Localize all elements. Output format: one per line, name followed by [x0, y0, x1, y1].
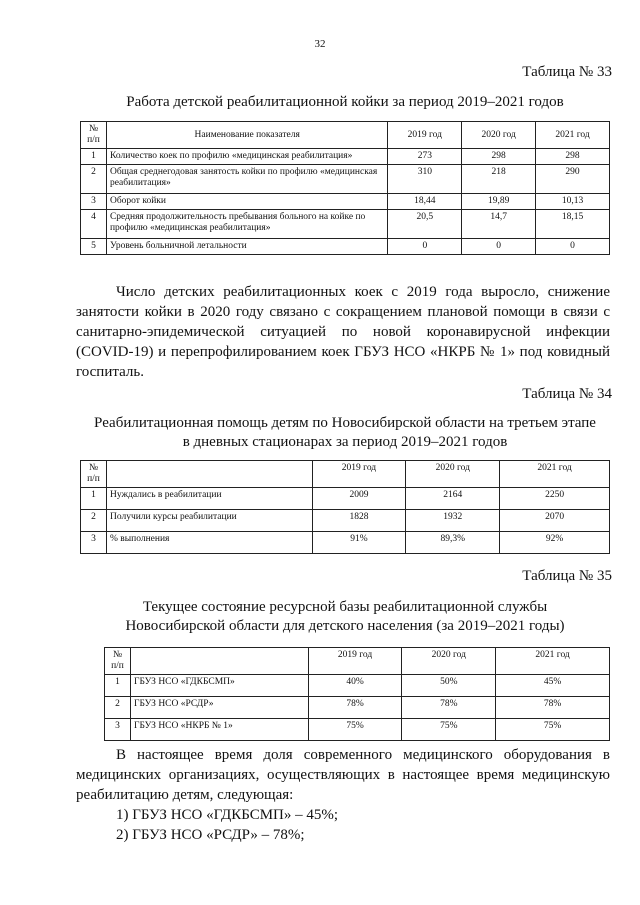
- value-2020: 78%: [402, 697, 496, 719]
- row-number: 1: [105, 675, 131, 697]
- table-row: [105, 719, 610, 741]
- table-header-row: [81, 122, 610, 149]
- organization-name: ГБУЗ НСО «НКРБ № 1»: [130, 719, 308, 741]
- value-2019: 310: [388, 165, 462, 194]
- value-2019: 20,5: [388, 210, 462, 239]
- table-row: [81, 165, 610, 194]
- header-cell: 2020 год: [462, 122, 536, 149]
- indicator-name: Нуждались в реабилитации: [106, 488, 312, 510]
- value-2021: 2250: [500, 488, 610, 510]
- row-number: 3: [105, 719, 131, 741]
- header-cell: № п/п: [81, 461, 107, 488]
- organization-name: ГБУЗ НСО «ГДКБСМП»: [130, 675, 308, 697]
- value-2020: 50%: [402, 675, 496, 697]
- value-2021: 0: [536, 239, 610, 255]
- value-2020: 0: [462, 239, 536, 255]
- row-number: 5: [81, 239, 107, 255]
- indicator-name: Получили курсы реабилитации: [106, 510, 312, 532]
- header-cell: 2019 год: [388, 122, 462, 149]
- value-2021: 298: [536, 149, 610, 165]
- value-2020: 75%: [402, 719, 496, 741]
- value-2021: 92%: [500, 532, 610, 554]
- value-2019: 273: [388, 149, 462, 165]
- value-2020: 14,7: [462, 210, 536, 239]
- header-cell: 2021 год: [496, 648, 610, 675]
- table-row: [105, 675, 610, 697]
- table33-label: Таблица № 33: [522, 64, 612, 80]
- table35-title: [80, 598, 610, 636]
- table35-title-line2: Новосибирской области для детского населения (за 2019–2021 годы): [125, 618, 565, 634]
- indicator-name: Количество коек по профилю «медицинская реабилитация»: [106, 149, 387, 165]
- value-2021: 45%: [496, 675, 610, 697]
- value-2021: 290: [536, 165, 610, 194]
- value-2019: 40%: [308, 675, 402, 697]
- table-row: [81, 488, 610, 510]
- table35-label: Таблица № 35: [522, 568, 612, 584]
- value-2019: 18,44: [388, 194, 462, 210]
- header-cell: 2020 год: [406, 461, 500, 488]
- row-number: 3: [81, 532, 107, 554]
- value-2020: 1932: [406, 510, 500, 532]
- table35-title-line1: Текущее состояние ресурсной базы реабилитационной службы: [142, 599, 548, 615]
- value-2019: 0: [388, 239, 462, 255]
- paragraph-equipment: [76, 745, 610, 845]
- table-row: [81, 210, 610, 239]
- value-2020: 2164: [406, 488, 500, 510]
- table34-title: [80, 414, 610, 452]
- value-2020: 89,3%: [406, 532, 500, 554]
- row-number: 2: [81, 510, 107, 532]
- table33: [80, 121, 610, 255]
- table34-title-line2: в дневных стационарах за период 2019–2021 годов: [182, 434, 508, 450]
- header-cell: 2021 год: [536, 122, 610, 149]
- list-item: 1) ГБУЗ НСО «ГДКБСМП» – 45%;: [116, 807, 339, 823]
- table34-title-line1: Реабилитационная помощь детям по Новосибирской области на третьем этапе: [94, 415, 596, 431]
- indicator-name: Общая среднегодовая занятость койки по профилю «медицинская реабилитация»: [106, 165, 387, 194]
- header-cell: 2021 год: [500, 461, 610, 488]
- table34: [80, 460, 610, 554]
- row-number: 3: [81, 194, 107, 210]
- header-cell: 2020 год: [402, 648, 496, 675]
- row-number: 1: [81, 488, 107, 510]
- value-2021: 10,13: [536, 194, 610, 210]
- table-row: [105, 697, 610, 719]
- indicator-name: Оборот койки: [106, 194, 387, 210]
- table-header-row: [81, 461, 610, 488]
- value-2020: 19,89: [462, 194, 536, 210]
- header-cell: 2019 год: [308, 648, 402, 675]
- row-number: 4: [81, 210, 107, 239]
- value-2020: 298: [462, 149, 536, 165]
- table-row: [81, 149, 610, 165]
- header-cell: № п/п: [105, 648, 131, 675]
- list-item: 2) ГБУЗ НСО «РСДР» – 78%;: [116, 827, 305, 843]
- indicator-name: Средняя продолжительность пребывания больного на койке по профилю «медицинская реабилитация»: [106, 210, 387, 239]
- table35: [104, 647, 610, 741]
- paragraph-bed-count: [76, 282, 610, 382]
- row-number: 2: [105, 697, 131, 719]
- row-number: 1: [81, 149, 107, 165]
- value-2021: 18,15: [536, 210, 610, 239]
- value-2019: 91%: [312, 532, 406, 554]
- table33-title: Работа детской реабилитационной койки за период 2019–2021 годов: [126, 94, 564, 110]
- header-cell: № п/п: [81, 122, 107, 149]
- value-2019: 78%: [308, 697, 402, 719]
- header-cell: [106, 461, 312, 488]
- indicator-name: % выполнения: [106, 532, 312, 554]
- table-row: [81, 239, 610, 255]
- header-cell: 2019 год: [312, 461, 406, 488]
- page-number: 32: [314, 38, 326, 50]
- value-2020: 218: [462, 165, 536, 194]
- value-2021: 75%: [496, 719, 610, 741]
- organization-name: ГБУЗ НСО «РСДР»: [130, 697, 308, 719]
- value-2019: 2009: [312, 488, 406, 510]
- table-row: [81, 510, 610, 532]
- table-header-row: [105, 648, 610, 675]
- header-cell: Наименование показателя: [106, 122, 387, 149]
- paragraph-text: Число детских реабилитационных коек с 2019 года выросло, снижение занятости койки в 2020 году связано с сокращением плановой помощи в связи с санитарно-эпидемической ситуацией по новой коронавирусной инфекции (COVID-19) и перепрофилированием коек ГБУЗ НСО «НКРБ № 1» под ковидный госпиталь.: [76, 284, 610, 380]
- value-2021: 78%: [496, 697, 610, 719]
- table-row: [81, 194, 610, 210]
- header-cell: [130, 648, 308, 675]
- indicator-name: Уровень больничной летальности: [106, 239, 387, 255]
- table-row: [81, 532, 610, 554]
- row-number: 2: [81, 165, 107, 194]
- value-2019: 75%: [308, 719, 402, 741]
- value-2019: 1828: [312, 510, 406, 532]
- value-2021: 2070: [500, 510, 610, 532]
- table34-label: Таблица № 34: [522, 386, 612, 402]
- paragraph-text: В настоящее время доля современного медицинского оборудования в медицинских организациях, осуществляющих в настоящее время медицинскую реабилитацию детям, следующая:: [76, 747, 610, 803]
